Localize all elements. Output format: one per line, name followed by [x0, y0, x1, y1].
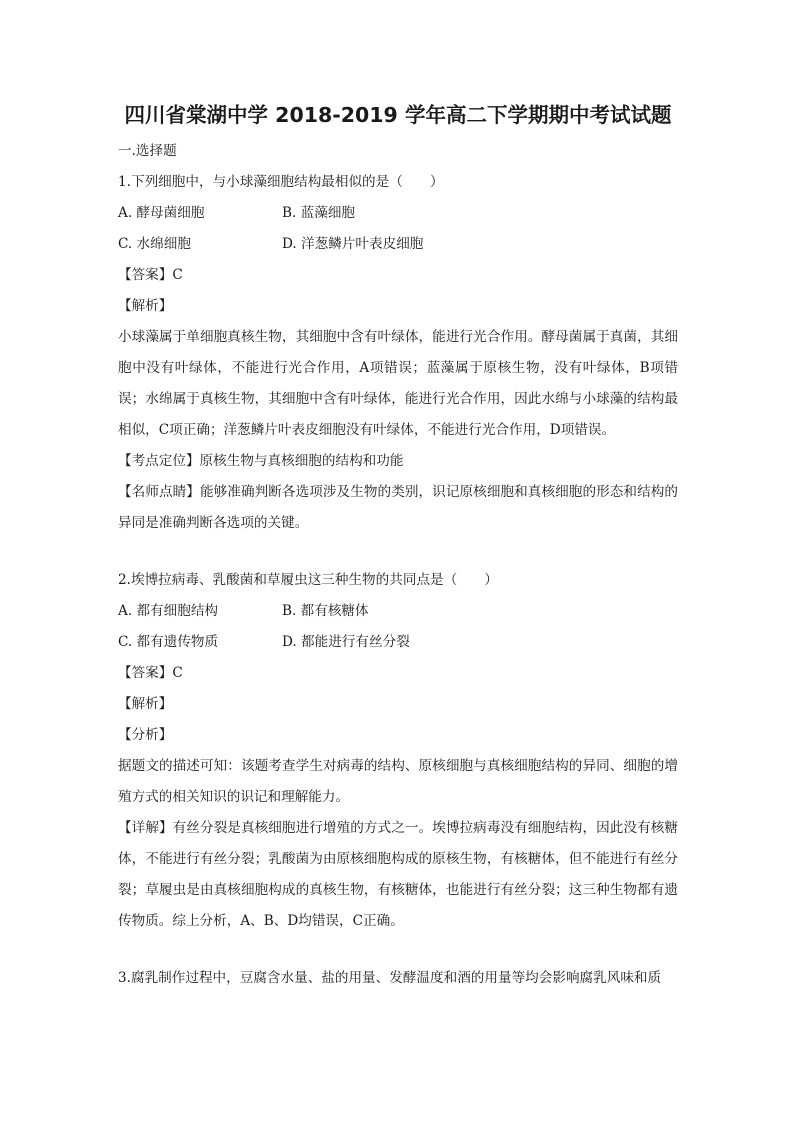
question-2-option-a: A. 都有细胞结构	[118, 603, 219, 619]
question-1-answer: 【答案】C	[118, 267, 183, 283]
question-1-kaodian: 【考点定位】原核生物与真核细胞的结构和功能	[118, 453, 404, 469]
question-1-analysis-label: 【解析】	[118, 298, 173, 314]
question-1-option-d: D. 洋葱鳞片叶表皮细胞	[282, 236, 424, 252]
question-2-answer: 【答案】C	[118, 665, 183, 681]
question-1-stem: 1.下列细胞中，与小球藻细胞结构最相似的是（ ）	[118, 174, 444, 190]
question-2-option-b: B. 都有核糖体	[282, 603, 369, 619]
document-title: 四川省棠湖中学 2018-2019 学年高二下学期期中考试试题	[124, 103, 672, 127]
question-1-mingshi: 【名师点睛】能够准确判断各选项涉及生物的类别，识记原核细胞和真核细胞的形态和结构的异同是准确判断各选项的关键。	[118, 484, 678, 531]
question-2-option-c: C. 都有遗传物质	[118, 634, 219, 650]
spacer	[118, 937, 678, 963]
question-2-fenxi-label: 【分析】	[118, 727, 173, 743]
document-page	[118, 100, 678, 994]
question-1-option-b: B. 蓝藻细胞	[282, 205, 356, 221]
question-2-options-row-1	[118, 596, 678, 627]
question-3-stem: 3.腐乳制作过程中，豆腐含水量、盐的用量、发酵温度和酒的用量等均会影响腐乳风味和质	[118, 970, 662, 986]
question-2-option-d: D. 都能进行有丝分裂	[282, 634, 410, 650]
question-1-options-row-1	[118, 198, 678, 229]
question-2-fenxi: 据题文的描述可知：该题考查学生对病毒的结构、原核细胞与真核细胞结构的异同、细胞的增殖方式的相关知识的识记和理解能力。	[118, 758, 678, 805]
question-2-detail: 【详解】有丝分裂是真核细胞进行增殖的方式之一。埃博拉病毒没有细胞结构，因此没有核糖体，不能进行有丝分裂；乳酸菌为由原核细胞构成的原核生物，有核糖体，但不能进行有丝分裂；草履虫是由真核细胞构成的真核生物，有核糖体，也能进行有丝分裂；这三种生物都有遗传物质。综上分析，A、B、D均错误，C正确。	[118, 820, 678, 929]
question-1-analysis: 小球藻属于单细胞真核生物，其细胞中含有叶绿体，能进行光合作用。酵母菌属于真菌，其细胞中没有叶绿体，不能进行光合作用，A项错误；蓝藻属于原核生物，没有叶绿体，B项错误；水绵属于真核生物，其细胞中含有叶绿体，能进行光合作用，因此水绵与小球藻的结构最相似，C项正确；洋葱鳞片叶表皮细胞没有叶绿体，不能进行光合作用，D项错误。	[118, 329, 678, 438]
spacer	[118, 539, 678, 565]
question-2-stem: 2.埃博拉病毒、乳酸菌和草履虫这三种生物的共同点是（ ）	[118, 572, 498, 588]
question-1-options-row-2	[118, 229, 678, 260]
question-2-analysis-label: 【解析】	[118, 696, 173, 712]
question-1-option-c: C. 水绵细胞	[118, 236, 191, 252]
section-heading: 一.选择题	[118, 143, 177, 159]
question-1-option-a: A. 酵母菌细胞	[118, 205, 205, 221]
question-2-options-row-2	[118, 627, 678, 658]
